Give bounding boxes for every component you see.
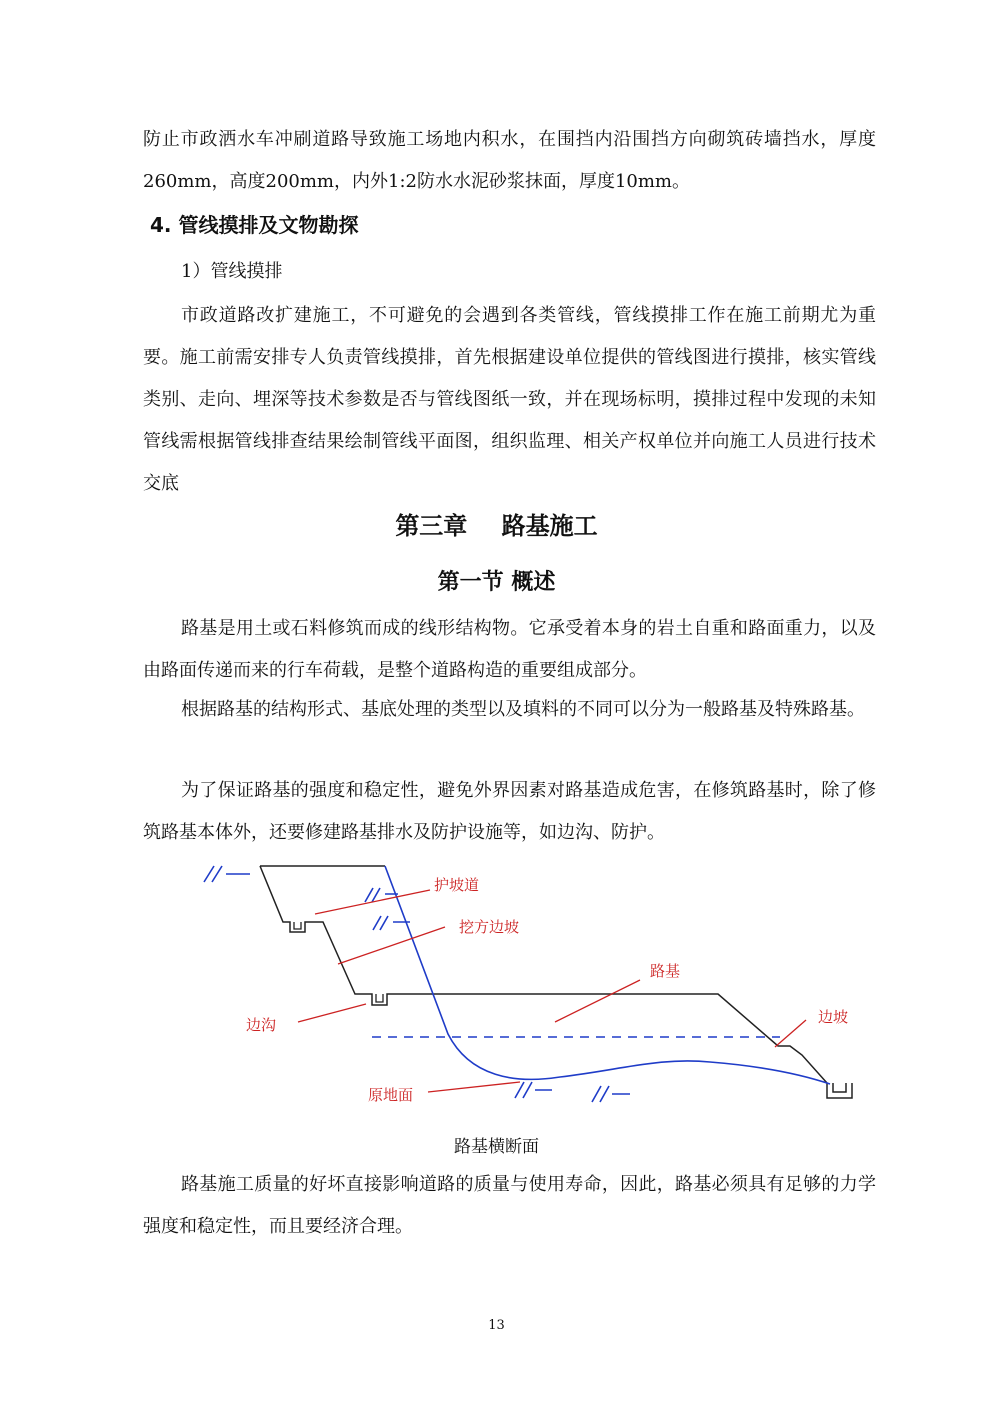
right-drain (827, 1083, 852, 1098)
paragraph-roadbed-definition: 路基是用土或石料修筑而成的线形结构物。它承受着本身的岩土自重和路面重力，以及由路面传递而来的行车荷载，是整个道路构造的重要组成部分。 (143, 618, 876, 681)
roadbed-cross-section-figure (190, 852, 870, 1122)
label-biangou: 边沟 (246, 1016, 277, 1034)
paragraph-brick-wall: 防止市政洒水车冲刷道路导致施工场地内积水，在围挡内沿围挡方向砌筑砖墙挡水，厚度260mm，高度200mm，内外1:2防水水泥砂浆抹面，厚度10mm。 (143, 129, 876, 192)
label-luji: 路基 (650, 962, 681, 980)
page-number: 13 (488, 1318, 505, 1333)
original-ground-line (385, 866, 830, 1084)
label-bianpo: 边坡 (818, 1008, 849, 1026)
paragraph-quality: 路基施工质量的好坏直接影响道路的质量与使用寿命，因此，路基必须具有足够的力学强度和稳定性，而且要经济合理。 (143, 1174, 876, 1237)
label-yuandimian: 原地面 (368, 1086, 414, 1104)
paragraph-pipeline: 市政道路改扩建施工，不可避免的会遇到各类管线，管线摸排工作在施工前期尤为重要。施工前需安排专人负责管线摸排，首先根据建设单位提供的管线图进行摸排，核实管线类别、走向、埋深等技术参数是否与管线图纸一致，并在现场标明，摸排过程中发现的未知管线需根据管线排查结果绘制管线平面图，组织监理、相关产权单位并向施工人员进行技术交底 (143, 305, 876, 494)
paragraph-roadbed-protection: 为了保证路基的强度和稳定性，避免外界因素对路基造成危害，在修筑路基时，除了修筑路基本体外，还要修建路基排水及防护设施等，如边沟、防护。 (143, 780, 876, 843)
label-wafang-bianpo: 挖方边坡 (459, 918, 520, 936)
paragraph-roadbed-types: 根据路基的结构形式、基底处理的类型以及填料的不同可以分为一般路基及特殊路基。 (181, 699, 865, 720)
figure-caption: 路基横断面 (454, 1137, 539, 1157)
label-hupodao: 护坡道 (434, 876, 480, 894)
chapter-title: 第三章 路基施工 (395, 512, 598, 540)
subheading-pipeline: 1）管线摸排 (181, 261, 283, 282)
heading-pipeline-survey: 4. 管线摸排及文物勘探 (150, 213, 359, 237)
section-title: 第一节 概述 (437, 570, 556, 595)
ground-hatch-marks (204, 866, 630, 1102)
leader-lines (298, 890, 806, 1092)
roadbed-outline (260, 866, 827, 1083)
left-drains (294, 922, 383, 1002)
